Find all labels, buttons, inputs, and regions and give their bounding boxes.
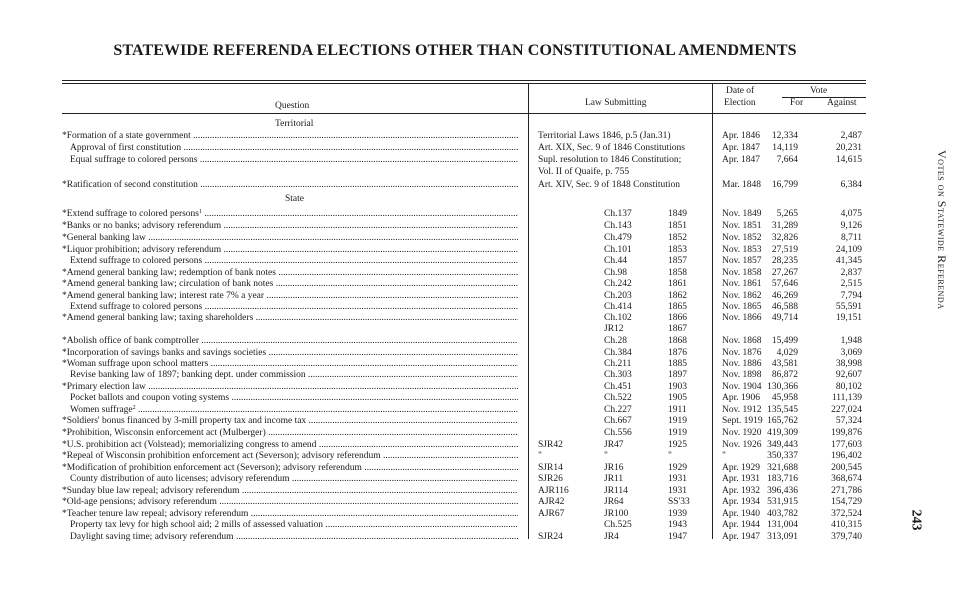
year-cell: 1929 (668, 463, 687, 473)
chapter-cell: Ch.479 (604, 233, 632, 243)
chapter-cell: Ch.384 (604, 348, 632, 358)
election-date-cell: Nov. 1853 (722, 245, 762, 255)
year-cell: 1851 (668, 221, 687, 231)
law-cell: SJR42 (538, 440, 563, 450)
election-date-cell: Apr. 1929 (722, 463, 760, 473)
year-cell: 1858 (668, 268, 687, 278)
year-cell: 1857 (668, 256, 687, 266)
election-date-cell: Nov. 1866 (722, 313, 762, 323)
vote-for-cell: 28,235 (771, 256, 798, 266)
election-date-cell: Nov. 1861 (722, 279, 762, 289)
footnote-marker: 2 (132, 405, 136, 411)
vote-for-cell: 46,269 (771, 291, 798, 301)
vote-against-cell: 368,674 (831, 474, 862, 484)
chapter-cell: Ch.137 (604, 209, 632, 219)
chapter-cell: JR47 (604, 440, 624, 450)
header-law: Law Submitting (585, 98, 647, 108)
question-cell: Property tax levy for high school aid; 2 mills of assessed valuation ..... (70, 520, 518, 532)
vote-for-cell: 27,267 (771, 268, 798, 278)
question-cell: *Old-age pensions; advisory referendum ..... (62, 497, 518, 509)
question-cell: Daylight saving time; advisory referendum ..... (70, 532, 518, 544)
year-cell: 1931 (668, 486, 687, 496)
election-date-cell: Nov. 1926 (722, 440, 762, 450)
vote-for-cell: 5,265 (776, 209, 798, 219)
question-cell: *Incorporation of savings banks and savings societies ..... (62, 348, 518, 360)
header-vote: Vote (810, 86, 828, 96)
chapter-cell: " (604, 451, 608, 461)
vote-against-cell: 8,711 (840, 233, 862, 243)
question-cell: Revise banking law of 1897; banking dept. under commission ..... (70, 370, 518, 382)
election-date-cell: Apr. 1944 (722, 520, 760, 530)
chapter-cell: JR64 (604, 497, 624, 507)
question-cell: *Amend general banking law; taxing shareholders ..... (62, 313, 518, 325)
chapter-cell: Ch.98 (604, 268, 627, 278)
header-question: Question (275, 101, 310, 111)
vote-for-cell: 4,029 (776, 348, 798, 358)
vote-against-cell: 4,075 (840, 209, 862, 219)
vote-for-cell: 86,872 (771, 370, 798, 380)
year-cell: 1919 (668, 428, 687, 438)
side-running-title (935, 150, 949, 360)
chapter-cell: JR100 (604, 509, 629, 519)
vote-against-cell: 111,139 (831, 393, 862, 403)
table-row (0, 359, 900, 371)
vote-against-cell: 379,740 (831, 532, 862, 542)
year-cell: 1865 (668, 302, 687, 312)
table-row (0, 180, 900, 192)
election-date-cell: Apr. 1934 (722, 497, 760, 507)
year-cell: 1897 (668, 370, 687, 380)
vote-for-cell: 12,334 (771, 131, 798, 141)
election-date-cell: Mar. 1848 (722, 180, 762, 190)
vote-against-cell: 196,402 (831, 451, 862, 461)
question-cell: Approval of first constitution ..... (70, 143, 518, 155)
chapter-cell: Ch.143 (604, 221, 632, 231)
vote-against-cell: 38,998 (835, 359, 862, 369)
vote-against-cell: 227,024 (831, 405, 862, 415)
question-cell: Extend suffrage to colored persons ..... (70, 256, 518, 268)
election-date-cell: Nov. 1852 (722, 233, 762, 243)
vote-for-cell: 531,915 (767, 497, 798, 507)
table-row (0, 451, 900, 463)
year-cell: 1861 (668, 279, 687, 289)
table-row (0, 324, 900, 336)
vote-for-cell: 396,436 (767, 486, 798, 496)
vote-against-cell: 200,545 (831, 463, 862, 473)
vote-for-cell: 130,366 (767, 382, 798, 392)
top-rule (62, 80, 866, 81)
table-row (0, 532, 900, 544)
question-cell: *Formation of a state government ..... (62, 131, 518, 143)
table-row (0, 370, 900, 382)
year-cell: 1911 (668, 405, 687, 415)
law-cell: Supl. resolution to 1846 Constitution; (538, 155, 682, 165)
vote-for-cell: 7,664 (776, 155, 798, 165)
question-cell: *Repeal of Wisconsin prohibition enforcement act (Severson); advisory referendum ..... (62, 451, 518, 463)
table-row (0, 520, 900, 532)
vote-against-cell: 20,231 (835, 143, 862, 153)
question-cell: *Teacher tenure law repeal; advisory referendum ..... (62, 509, 518, 521)
year-cell: 1947 (668, 532, 687, 542)
year-cell: 1931 (668, 474, 687, 484)
vote-for-cell: 349,443 (767, 440, 798, 450)
chapter-cell: Ch.525 (604, 520, 632, 530)
table-row (0, 428, 900, 440)
table-row (0, 302, 900, 314)
table-row (0, 440, 900, 452)
election-date-cell: Apr. 1906 (722, 393, 760, 403)
law-cell: AJR42 (538, 497, 565, 507)
question-cell: *U.S. prohibition act (Volstead); memorializing congress to amend ..... (62, 440, 518, 452)
election-date-cell: " (722, 451, 726, 461)
table-row (0, 233, 900, 245)
vote-for-cell: 135,545 (767, 405, 798, 415)
table-row (0, 405, 900, 417)
vote-for-cell: 49,714 (771, 313, 798, 323)
table-row (0, 268, 900, 280)
question-cell: *Abolish office of bank comptroller ..... (62, 336, 518, 348)
header-against: Against (827, 98, 857, 108)
table-row (0, 167, 900, 179)
question-cell: *Prohibition, Wisconsin enforcement act (Mulberger) ..... (62, 428, 518, 440)
question-cell: Pocket ballots and coupon voting systems ..... (70, 393, 518, 405)
chapter-cell: Ch.556 (604, 428, 632, 438)
header-rule (62, 113, 866, 114)
vote-against-cell: 92,607 (835, 370, 862, 380)
year-cell: 1862 (668, 291, 687, 301)
vote-against-cell: 24,109 (835, 245, 862, 255)
vote-against-cell: 14,615 (835, 155, 862, 165)
table-row (0, 416, 900, 428)
vote-for-cell: 183,716 (767, 474, 798, 484)
vote-against-cell: 80,102 (835, 382, 862, 392)
year-cell: 1853 (668, 245, 687, 255)
chapter-cell: Ch.211 (604, 359, 632, 369)
vote-against-cell: 19,151 (835, 313, 862, 323)
election-date-cell: Apr. 1931 (722, 474, 760, 484)
table-row (0, 143, 900, 155)
question-cell: Equal suffrage to colored persons ..... (70, 155, 518, 167)
vote-for-cell: 57,646 (771, 279, 798, 289)
law-cell: SJR14 (538, 463, 563, 473)
election-date-cell: Nov. 1898 (722, 370, 762, 380)
chapter-cell: JR114 (604, 486, 628, 496)
year-cell: 1849 (668, 209, 687, 219)
vote-for-cell: 32,826 (771, 233, 798, 243)
table-row (0, 393, 900, 405)
question-cell: *Ratification of second constitution ..... (62, 180, 518, 192)
year-cell: 1903 (668, 382, 687, 392)
chapter-cell: Ch.102 (604, 313, 632, 323)
election-date-cell: Nov. 1865 (722, 302, 762, 312)
year-cell: 1868 (668, 336, 687, 346)
election-date-cell: Nov. 1849 (722, 209, 762, 219)
footnote-marker: 1 (199, 209, 203, 215)
year-cell: 1925 (668, 440, 687, 450)
year-cell: 1867 (668, 324, 687, 334)
year-cell: 1939 (668, 509, 687, 519)
law-cell: Territorial Laws 1846, p.5 (Jan.31) (538, 131, 671, 141)
table-row (0, 245, 900, 257)
question-cell: *Modification of prohibition enforcement act (Severson); advisory referendum ..... (62, 463, 518, 475)
header-date-2: Election (724, 98, 756, 108)
table-row (0, 279, 900, 291)
chapter-cell: Ch.522 (604, 393, 632, 403)
vote-for-cell: 45,958 (771, 393, 798, 403)
vote-against-cell: 9,126 (840, 221, 862, 231)
question-cell: *Primary election law ..... (62, 382, 518, 394)
table-row (0, 209, 900, 221)
law-cell: Art. XIV, Sec. 9 of 1848 Constitution (538, 180, 681, 190)
election-date-cell: Nov. 1920 (722, 428, 762, 438)
chapter-cell: Ch.44 (604, 256, 627, 266)
chapter-cell: JR16 (604, 463, 624, 473)
law-cell: Vol. II of Quaife, p. 755 (538, 167, 630, 177)
question-cell: *Amend general banking law; redemption of bank notes ..... (62, 268, 518, 280)
question-cell: *Amend general banking law; circulation of bank notes ..... (62, 279, 518, 291)
table-row (0, 336, 900, 348)
election-date-cell: Nov. 1912 (722, 405, 762, 415)
chapter-cell: Ch.451 (604, 382, 632, 392)
election-date-cell: Sept. 1919 (722, 416, 763, 426)
election-date-cell: Nov. 1851 (722, 221, 762, 231)
side-title-text: Votes on Statewide Referenda (935, 150, 949, 310)
vote-for-cell: 165,762 (767, 416, 798, 426)
year-cell: 1885 (668, 359, 687, 369)
year-cell: 1866 (668, 313, 687, 323)
table-row (0, 291, 900, 303)
question-cell: *Woman suffrage upon school matters ..... (62, 359, 518, 371)
question-cell: County distribution of auto licenses; advisory referendum ..... (70, 474, 518, 486)
table-row (0, 497, 900, 509)
election-date-cell: Nov. 1904 (722, 382, 762, 392)
vote-for-cell: 27,519 (771, 245, 798, 255)
vote-for-cell: 14,119 (772, 143, 798, 153)
question-cell: *Banks or no banks; advisory referendum ..... (62, 221, 518, 233)
vote-against-cell: 41,345 (835, 256, 862, 266)
vote-against-cell: 410,315 (831, 520, 862, 530)
chapter-cell: Ch.303 (604, 370, 632, 380)
election-date-cell: Apr. 1932 (722, 486, 760, 496)
top-rule-double (62, 83, 866, 84)
vote-for-cell: 313,091 (767, 532, 798, 542)
vote-for-cell: 15,499 (771, 336, 798, 346)
election-date-cell: Nov. 1886 (722, 359, 762, 369)
chapter-cell: Ch.101 (604, 245, 632, 255)
chapter-cell: Ch.414 (604, 302, 632, 312)
year-cell: 1876 (668, 348, 687, 358)
question-cell: *Sunday blue law repeal; advisory referendum ..... (62, 486, 518, 498)
chapter-cell: Ch.28 (604, 336, 627, 346)
table-row (0, 155, 900, 167)
vote-for-cell: 43,581 (771, 359, 798, 369)
vote-against-cell: 3,069 (840, 348, 862, 358)
law-cell: " (538, 451, 542, 461)
vote-against-cell: 372,524 (831, 509, 862, 519)
table-row (0, 509, 900, 521)
election-date-cell: Nov. 1862 (722, 291, 762, 301)
vote-against-cell: 1,948 (840, 336, 862, 346)
election-date-cell: Apr. 1847 (722, 155, 760, 165)
vote-for-cell: 321,688 (767, 463, 798, 473)
vote-against-cell: 6,384 (840, 180, 862, 190)
question-cell: *General banking law ..... (62, 233, 518, 245)
chapter-cell: Ch.667 (604, 416, 632, 426)
header-date-1: Date of (726, 86, 755, 96)
year-cell: 1905 (668, 393, 687, 403)
election-date-cell: Nov. 1868 (722, 336, 762, 346)
vote-against-cell: 2,487 (840, 131, 862, 141)
vote-against-cell: 154,729 (831, 497, 862, 507)
table-row (0, 221, 900, 233)
law-cell: AJR116 (538, 486, 569, 496)
table-row (0, 463, 900, 475)
table-row (0, 131, 900, 143)
vote-against-cell: 2,837 (840, 268, 862, 278)
chapter-cell: JR4 (604, 532, 619, 542)
chapter-cell: Ch.227 (604, 405, 632, 415)
vote-against-cell: 271,786 (831, 486, 862, 496)
year-cell: 1852 (668, 233, 687, 243)
question-cell: Women suffrage$^2$ ..... (70, 405, 518, 417)
vote-for-cell: 31,289 (771, 221, 798, 231)
vote-for-cell: 46,588 (771, 302, 798, 312)
chapter-cell: Ch.203 (604, 291, 632, 301)
vote-against-cell: 2,515 (840, 279, 862, 289)
law-cell: SJR24 (538, 532, 563, 542)
chapter-cell: Ch.242 (604, 279, 632, 289)
year-cell: SS'33 (668, 497, 690, 507)
page-title: STATEWIDE REFERENDA ELECTIONS OTHER THAN CONSTITUTIONAL AMENDMENTS (113, 42, 797, 59)
election-date-cell: Apr. 1940 (722, 509, 760, 519)
law-cell: AJR67 (538, 509, 565, 519)
vote-against-cell: 199,876 (831, 428, 862, 438)
year-cell: 1943 (668, 520, 687, 530)
table-row (0, 348, 900, 360)
chapter-cell: JR12 (604, 324, 624, 334)
election-date-cell: Nov. 1858 (722, 268, 762, 278)
law-cell: Art. XIX, Sec. 9 of 1846 Constitutions (538, 143, 685, 153)
election-date-cell: Nov. 1857 (722, 256, 762, 266)
question-cell: *Extend suffrage to colored persons$^1$ ..... (62, 209, 518, 221)
election-date-cell: Apr. 1847 (722, 143, 760, 153)
question-cell: *Liquor prohibition; advisory referendum ..... (62, 245, 518, 257)
vote-against-cell: 57,324 (835, 416, 862, 426)
vote-for-cell: 403,782 (767, 509, 798, 519)
question-cell: *Amend general banking law; interest rate 7% a year ..... (62, 291, 518, 303)
vote-against-cell: 7,794 (840, 291, 862, 301)
election-date-cell: Apr. 1846 (722, 131, 760, 141)
section-territorial: Territorial (275, 119, 314, 129)
table-row (0, 256, 900, 268)
vote-against-cell: 55,591 (835, 302, 862, 312)
section-state: State (285, 194, 304, 204)
vote-for-cell: 16,799 (771, 180, 798, 190)
question-cell: Extend suffrage to colored persons ..... (70, 302, 518, 314)
vote-against-cell: 177,603 (831, 440, 862, 450)
law-cell: SJR26 (538, 474, 563, 484)
chapter-cell: JR11 (604, 474, 624, 484)
table-row (0, 474, 900, 486)
header-for: For (790, 98, 804, 108)
question-cell: *Soldiers' bonus financed by 3-mill property tax and income tax ..... (62, 416, 518, 428)
table-row (0, 382, 900, 394)
table-row (0, 313, 900, 325)
year-cell: 1919 (668, 416, 687, 426)
table-row (0, 486, 900, 498)
vote-for-cell: 350,337 (767, 451, 798, 461)
election-date-cell: Apr. 1947 (722, 532, 760, 542)
year-cell: " (668, 451, 672, 461)
page-number: 243 (908, 509, 924, 531)
vote-for-cell: 419,309 (767, 428, 798, 438)
election-date-cell: Nov. 1876 (722, 348, 762, 358)
vote-for-cell: 131,004 (767, 520, 798, 530)
